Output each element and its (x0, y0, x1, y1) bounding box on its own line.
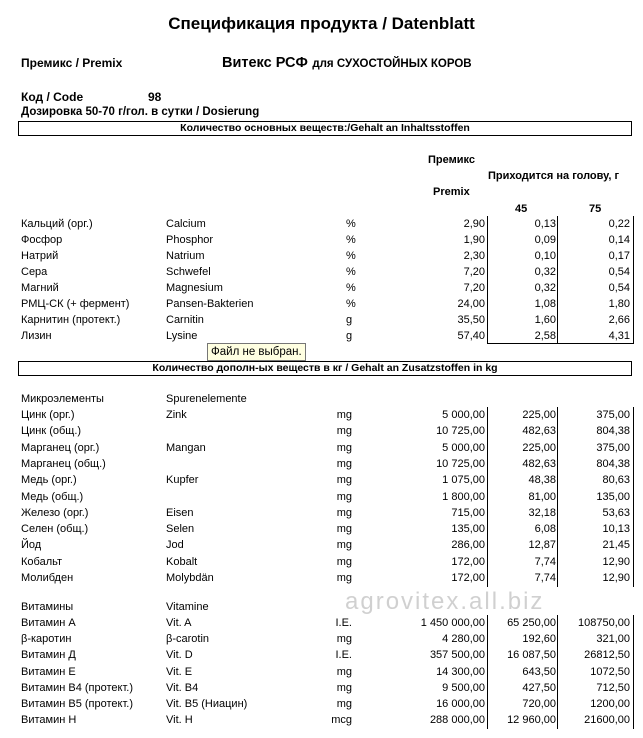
unit-cell: % (346, 266, 356, 278)
unit-cell: mg (336, 409, 352, 421)
dose-75-value: 0,54 (608, 266, 630, 278)
premix-value: 1 800,00 (442, 490, 485, 503)
dose-45-value: 720,00 (522, 698, 556, 710)
premix-value: 1,90 (463, 234, 485, 246)
dose-45-value: 16 087,50 (507, 649, 556, 662)
table-divider (487, 407, 488, 587)
microelements-header (0, 391, 643, 407)
substance-name-de: Lysine (166, 330, 198, 342)
substance-name-de: Schwefel (166, 266, 211, 278)
dose-45-value: 1,60 (534, 314, 556, 326)
table-row (0, 456, 643, 472)
table-divider (557, 216, 558, 344)
table-row (0, 440, 643, 456)
dose-45-value: 7,74 (534, 555, 556, 568)
premix-value: 1 450 000,00 (420, 617, 485, 629)
substance-name-ru: Сера (21, 266, 48, 278)
unit-cell: mg (336, 474, 352, 487)
dose-45-value: 427,50 (522, 681, 556, 694)
dose-45-value: 2,58 (534, 330, 556, 342)
substance-name-ru: Кальций (орг.) (21, 218, 93, 230)
dose-45-value: 0,32 (534, 282, 556, 294)
table-row (0, 489, 643, 505)
substance-name-de: Phosphor (166, 234, 214, 246)
product-heading (222, 54, 472, 72)
table-row (0, 296, 643, 312)
premix-value: 7,20 (463, 266, 485, 278)
dose-45-value: 643,50 (522, 665, 556, 678)
section2-title: Количество дополн-ых веществ в кг / Gehalt an Zusatzstoffen in kg (18, 361, 632, 376)
premix-value: 24,00 (457, 298, 485, 310)
unit-cell: mg (336, 523, 352, 536)
dose-75-value: 12,90 (602, 572, 630, 584)
dose-75-value: 21,45 (602, 539, 630, 552)
unit-cell: mg (336, 441, 352, 454)
substance-name-ru: Витамин А (21, 617, 76, 629)
column-dose-45: 45 (515, 203, 528, 215)
vitamins-ru: Витамины (21, 601, 74, 613)
substance-name-ru: Цинк (орг.) (21, 409, 75, 421)
column-per-head: Приходится на голову, г (488, 170, 620, 182)
substance-name-ru: Лизин (21, 330, 52, 342)
premix-value: 35,50 (457, 314, 485, 326)
dose-45-value: 1,08 (534, 298, 556, 310)
dose-45-value: 7,74 (534, 572, 556, 584)
unit-cell: mg (336, 572, 352, 584)
substance-name-de: Pansen-Bakterien (166, 298, 254, 310)
dose-75-value: 12,90 (602, 555, 630, 568)
premix-value: 135,00 (451, 523, 485, 536)
premix-value: 7,20 (463, 282, 485, 294)
premix-value: 1 075,00 (442, 474, 485, 487)
premix-value: 288 000,00 (429, 714, 485, 727)
substance-name-de: Vit. A (166, 617, 192, 629)
dose-75-value: 321,00 (596, 633, 630, 646)
table-row (0, 521, 643, 537)
dose-45-value: 6,08 (534, 523, 556, 536)
dose-75-value: 804,38 (596, 457, 630, 470)
dose-75-value: 1,80 (608, 298, 630, 310)
table-row (0, 232, 643, 248)
substance-name-de: Kobalt (166, 555, 198, 568)
code-value: 98 (148, 90, 162, 104)
dose-45-value: 0,32 (534, 266, 556, 278)
table-row (0, 264, 643, 280)
substance-name-de: β-carotin (166, 633, 210, 646)
substance-name-ru: Витамин Н (21, 714, 77, 727)
substance-name-de: Mangan (166, 441, 206, 454)
table-divider (633, 407, 634, 587)
premix-value: 4 280,00 (442, 633, 485, 646)
section1-title: Количество основных веществ:/Gehalt an Inhaltsstoffen (18, 121, 632, 136)
dose-45-value: 192,60 (522, 633, 556, 646)
dose-45-value: 12 960,00 (507, 714, 556, 727)
dose-75-value: 108750,00 (578, 617, 630, 629)
premix-value: 715,00 (451, 506, 485, 519)
substance-name-de: Molybdän (166, 572, 214, 584)
substance-name-de: Selen (166, 523, 195, 536)
premix-value: 16 000,00 (436, 698, 485, 710)
premix-value: 10 725,00 (436, 425, 485, 438)
vitamins-de: Vitamine (166, 601, 209, 613)
unit-cell: g (346, 330, 353, 342)
table-row (0, 407, 643, 423)
unit-cell: mg (336, 539, 352, 552)
page-title: Спецификация продукта / Datenblatt (168, 14, 475, 33)
substance-name-ru: Магний (21, 282, 59, 294)
dose-45-value: 225,00 (522, 409, 556, 421)
table-row (0, 570, 643, 586)
dose-75-value: 21600,00 (584, 714, 630, 727)
unit-cell: g (346, 314, 353, 326)
substance-name-de: Zink (166, 409, 187, 421)
dose-45-value: 0,10 (534, 250, 556, 262)
dose-75-value: 1200,00 (590, 698, 630, 710)
column-dose-75: 75 (589, 203, 602, 215)
dose-75-value: 712,50 (596, 681, 630, 694)
table-row (0, 248, 643, 264)
substance-name-de: Vit. E (166, 665, 193, 678)
table-divider (487, 216, 488, 344)
premix-value: 9 500,00 (442, 681, 485, 694)
unit-cell: mg (336, 555, 352, 568)
premix-value: 5 000,00 (442, 441, 485, 454)
premix-value: 14 300,00 (436, 665, 485, 678)
dose-45-value: 225,00 (522, 441, 556, 454)
substance-name-ru: Витамин Д (21, 649, 76, 662)
dose-75-value: 4,31 (608, 330, 630, 342)
substance-name-de: Vit. H (166, 714, 193, 727)
dose-75-value: 0,17 (608, 250, 630, 262)
table-row (0, 696, 643, 712)
dose-75-value: 2,66 (608, 314, 630, 326)
table-divider (633, 216, 634, 344)
table-row (0, 216, 643, 232)
premix-value: 172,00 (451, 555, 485, 568)
unit-cell: mcg (331, 714, 352, 727)
dose-75-value: 135,00 (596, 490, 630, 503)
premix-value: 10 725,00 (436, 457, 485, 470)
unit-cell: mg (336, 490, 352, 503)
substance-name-de: Natrium (166, 250, 205, 262)
substance-name-de: Jod (166, 539, 184, 552)
dose-75-value: 804,38 (596, 425, 630, 438)
dose-75-value: 10,13 (602, 523, 630, 536)
column-premix-en: Premix (433, 186, 470, 198)
premix-value: 2,90 (463, 218, 485, 230)
substance-name-ru: РМЦ-СК (+ фермент) (21, 298, 130, 310)
product-suffix: для СУХОСТОЙНЫХ КОРОВ (312, 58, 472, 70)
dosage-line: Дозировка 50-70 г/гол. в сутки / Dosierung (21, 106, 260, 118)
dose-45-value: 65 250,00 (507, 617, 556, 629)
substance-name-ru: Витамин B5 (протект.) (21, 698, 133, 710)
unit-cell: I.E. (335, 649, 352, 662)
premix-value: 5 000,00 (442, 409, 485, 421)
unit-cell: % (346, 218, 356, 230)
substance-name-de: Vit. B4 (166, 681, 199, 694)
table-row (0, 680, 643, 696)
premix-value: 286,00 (451, 539, 485, 552)
dose-45-value: 0,09 (534, 234, 556, 246)
table-divider (557, 615, 558, 729)
unit-cell: % (346, 298, 356, 310)
dose-75-value: 0,22 (608, 218, 630, 230)
premix-value: 172,00 (451, 572, 485, 584)
unit-cell: mg (336, 698, 352, 710)
substance-name-ru: Карнитин (протект.) (21, 314, 121, 326)
substance-name-ru: Цинк (общ.) (21, 425, 82, 438)
unit-cell: mg (336, 425, 352, 438)
dose-45-value: 81,00 (528, 490, 556, 503)
table-row (0, 505, 643, 521)
dose-45-value: 0,13 (534, 218, 556, 230)
table-divider (487, 343, 633, 344)
microelements-ru: Микроэлементы (21, 393, 104, 405)
table-divider (633, 615, 634, 729)
unit-cell: mg (336, 633, 352, 646)
substance-name-de: Vit. D (166, 649, 193, 662)
substance-name-ru: β-каротин (21, 633, 72, 646)
substance-name-ru: Медь (орг.) (21, 474, 77, 487)
product-name: Витекс РСФ (222, 55, 308, 71)
dose-75-value: 375,00 (596, 441, 630, 454)
vitamins-header (0, 599, 643, 615)
premix-label: Премикс / Premix (21, 56, 123, 70)
table-row (0, 664, 643, 680)
substance-name-ru: Марганец (общ.) (21, 457, 106, 470)
table-row (0, 280, 643, 296)
table-row (0, 328, 643, 344)
substance-name-ru: Витамин B4 (протект.) (21, 681, 133, 694)
table-divider (487, 615, 488, 729)
substance-name-de: Vit. B5 (Ниацин) (166, 698, 248, 710)
dose-75-value: 1072,50 (590, 665, 630, 678)
table-row (0, 312, 643, 328)
unit-cell: I.E. (335, 617, 352, 629)
substance-name-ru: Натрий (21, 250, 59, 262)
substance-name-de: Kupfer (166, 474, 199, 487)
code-label: Код / Code (21, 90, 84, 104)
substance-name-de: Magnesium (166, 282, 223, 294)
table-row (0, 554, 643, 570)
substance-name-ru: Кобальт (21, 555, 63, 568)
dose-75-value: 375,00 (596, 409, 630, 421)
substance-name-ru: Фосфор (21, 234, 63, 246)
dose-45-value: 32,18 (528, 506, 556, 519)
table-row (0, 647, 643, 663)
table-row (0, 423, 643, 439)
substance-name-ru: Витамин Е (21, 665, 76, 678)
unit-cell: mg (336, 457, 352, 470)
table-row (0, 712, 643, 728)
substance-name-ru: Йод (21, 539, 42, 552)
unit-cell: mg (336, 506, 352, 519)
column-premix-ru: Премикс (428, 154, 475, 166)
dose-75-value: 80,63 (602, 474, 630, 487)
dose-45-value: 482,63 (522, 457, 556, 470)
unit-cell: mg (336, 665, 352, 678)
table-row (0, 631, 643, 647)
premix-value: 57,40 (457, 330, 485, 342)
substance-name-ru: Железо (орг.) (21, 506, 89, 519)
dose-75-value: 0,54 (608, 282, 630, 294)
file-tooltip: Файл не выбран. (207, 343, 306, 361)
dose-45-value: 482,63 (522, 425, 556, 438)
unit-cell: % (346, 234, 356, 246)
substance-name-de: Eisen (166, 506, 194, 519)
watermark: agrovitex.all.biz (345, 588, 545, 615)
unit-cell: % (346, 282, 356, 294)
dose-45-value: 48,38 (528, 474, 556, 487)
unit-cell: % (346, 250, 356, 262)
premix-value: 357 500,00 (429, 649, 485, 662)
substance-name-ru: Медь (общ.) (21, 490, 84, 503)
substance-name-ru: Селен (общ.) (21, 523, 89, 536)
substance-name-de: Carnitin (166, 314, 204, 326)
table-row (0, 537, 643, 553)
premix-value: 2,30 (463, 250, 485, 262)
unit-cell: mg (336, 681, 352, 694)
substance-name-de: Calcium (166, 218, 206, 230)
substance-name-ru: Молибден (21, 572, 74, 584)
table-row (0, 615, 643, 631)
microelements-de: Spurenelemente (166, 393, 247, 405)
dose-45-value: 12,87 (528, 539, 556, 552)
dose-75-value: 53,63 (602, 506, 630, 519)
table-divider (557, 407, 558, 587)
dose-75-value: 0,14 (608, 234, 630, 246)
dose-75-value: 26812,50 (584, 649, 630, 662)
substance-name-ru: Марганец (орг.) (21, 441, 100, 454)
table-row (0, 472, 643, 488)
